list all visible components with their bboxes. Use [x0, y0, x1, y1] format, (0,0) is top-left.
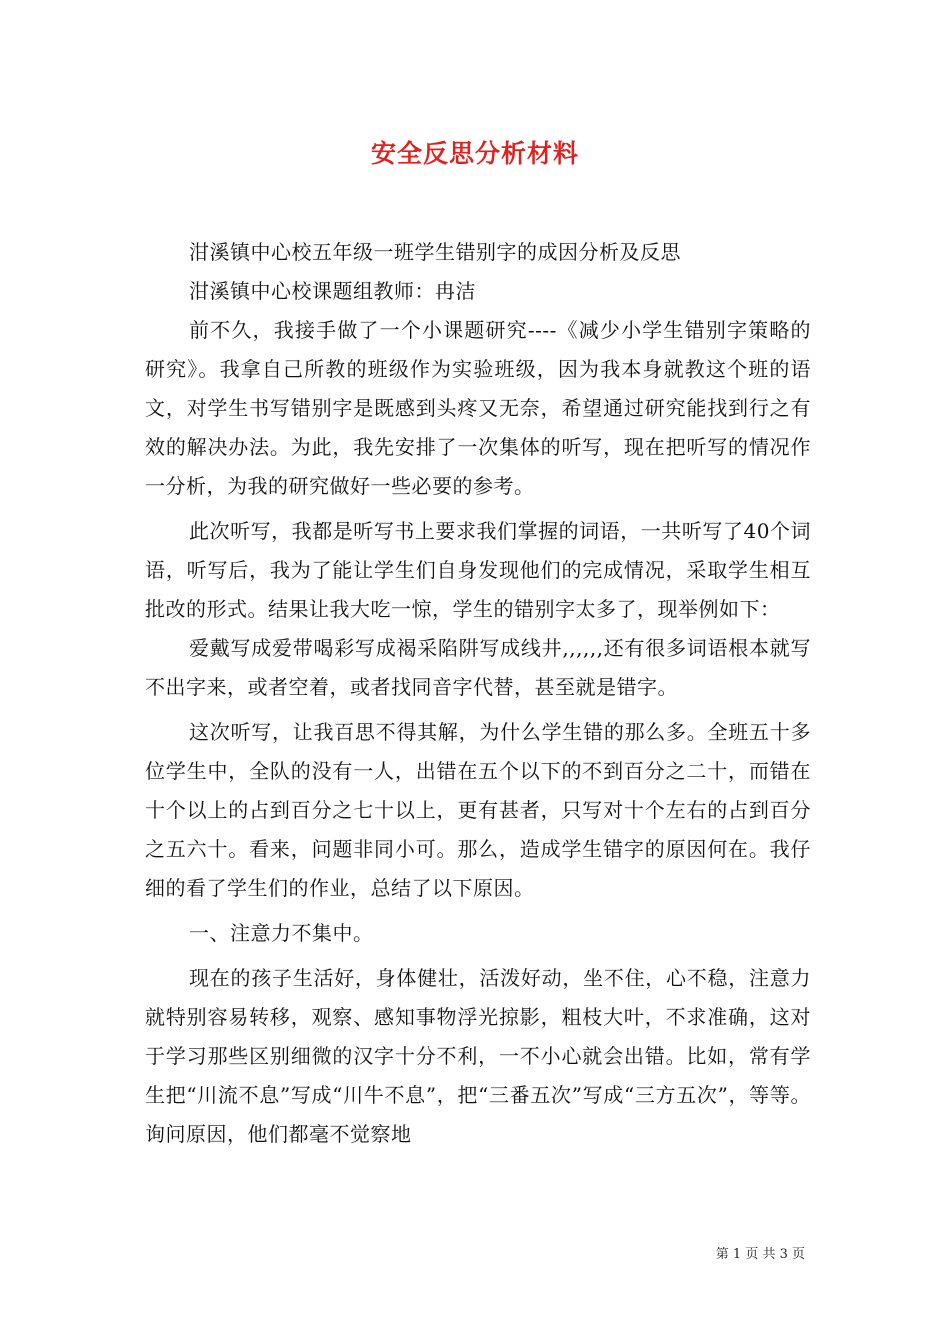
document-title: 安全反思分析材料 — [370, 139, 579, 168]
body-paragraph: 前不久，我接手做了一个小课题研究----《减少小学生错别字策略的研究》。我拿自己所教的班级作为实验班级，因为我本身就教这个班的语文，对学生书写错别字是既感到头疼又无奈，希望通过研究能找到行之有效的解决办法。为此，我先安排了一次集体的听写，现在把听写的情况作一分析，为我的研究做好一些必要的参考。 — [145, 318, 811, 498]
body-paragraph: 此次听写，我都是听写书上要求我们掌握的词语，一共听写了40个词语，听写后，我为了能让学生们自身发现他们的完成情况，采取学生相互批改的形式。结果让我大吃一惊，学生的错别字太多了，现举例如下： — [145, 519, 811, 621]
section-heading: 一、注意力不集中。 — [189, 921, 374, 945]
document-body — [145, 233, 811, 1154]
body-paragraph: 这次听写，让我百思不得其解，为什么学生错的那么多。全班五十多位学生中，全队的没有一人，出错在五个以下的不到百分之二十，而错在十个以上的占到百分之七十以上，更有甚者，只写对十个左右的占到百分之五六十。看来，问题非同小可。那么，造成学生错字的原因何在。我仔细的看了学生们的作业，总结了以下原因。 — [145, 720, 811, 900]
page-number-footer: 第 1 页 共 3 页 — [715, 1247, 805, 1262]
body-paragraph: 现在的孩子生活好，身体健壮，活泼好动，坐不住，心不稳，注意力就特别容易转移，观察、感知事物浮光掠影，粗枝大叶，不求准确，这对于学习那些区别细微的汉字十分不利，一不小心就会出错。比如，常有学生把“川流不息”写成“川牛不息”，把“三番五次”写成“三方五次”，等等。询问原因，他们都毫不觉察地 — [145, 966, 811, 1146]
subtitle-paragraph: 泔溪镇中心校五年级一班学生错别字的成因分析及反思 — [189, 240, 681, 264]
author-line: 泔溪镇中心校课题组教师：冉洁 — [189, 279, 476, 303]
body-paragraph: 爱戴写成爱带喝彩写成褐采陷阱写成线井,,,,,,还有很多词语根本就写不出字来，或者空着，或者找同音字代替，甚至就是错字。 — [145, 636, 811, 699]
